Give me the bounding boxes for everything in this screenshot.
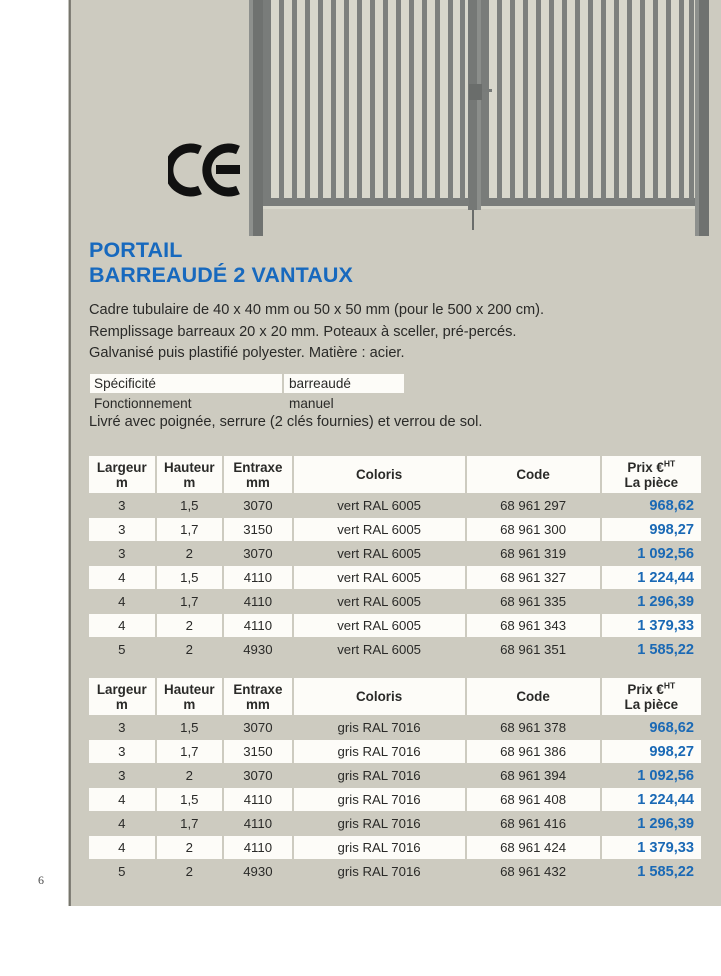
column-header-entraxe-line2: mm	[245, 696, 270, 712]
column-header-prix-line2: La pièce	[624, 696, 679, 712]
cell-hauteur: 2	[185, 546, 194, 561]
column-header-entraxe	[224, 678, 292, 715]
spec-key: Spécificité	[90, 374, 282, 393]
table-row	[89, 788, 701, 811]
cell-hauteur: 1,7	[157, 518, 223, 541]
cell-coloris: gris RAL 7016	[294, 836, 465, 859]
cell-prix: 1 296,39	[637, 815, 694, 832]
cell-largeur: 5	[118, 864, 126, 879]
cell-coloris: vert RAL 6005	[294, 614, 465, 637]
cell-code: 68 961 378	[500, 720, 567, 735]
column-header-code: Code	[467, 456, 600, 493]
cell-prix: 998,27	[602, 518, 701, 541]
cell-entraxe: 4930	[243, 864, 273, 879]
column-header-prix	[602, 678, 701, 715]
table-row	[89, 716, 701, 739]
column-header-entraxe	[224, 456, 292, 493]
column-header-largeur	[89, 678, 155, 715]
table-row	[89, 542, 701, 565]
cell-largeur: 3	[89, 740, 155, 763]
page-title-line-2: BARREAUDÉ 2 VANTAUX	[89, 263, 353, 287]
cell-hauteur: 1,5	[180, 498, 199, 513]
cell-largeur: 3	[118, 498, 126, 513]
cell-code: 68 961 297	[500, 498, 567, 513]
cell-largeur: 4	[118, 816, 126, 831]
cell-coloris: vert RAL 6005	[337, 546, 421, 561]
table-header-row	[89, 456, 701, 493]
product-photo-gate	[240, 0, 721, 240]
cell-coloris: vert RAL 6005	[294, 566, 465, 589]
cell-entraxe: 4110	[224, 566, 292, 589]
price-table-gris-ral-7016	[89, 678, 701, 884]
cell-entraxe: 4110	[243, 594, 273, 609]
cell-code: 68 961 416	[500, 816, 567, 831]
product-description	[89, 300, 699, 365]
cell-hauteur: 2	[157, 836, 223, 859]
description-line-2: Remplissage barreaux 20 x 20 mm. Poteaux à sceller, pré-percés.	[89, 323, 517, 340]
cell-code: 68 961 327	[467, 566, 600, 589]
table-row	[89, 638, 701, 661]
cell-code: 68 961 424	[467, 836, 600, 859]
price-table-vert-ral-6005	[89, 456, 701, 662]
cell-hauteur: 1,5	[157, 566, 223, 589]
ce-mark-icon	[168, 143, 242, 197]
spec-row	[90, 374, 410, 393]
page-title	[89, 238, 609, 288]
cell-coloris: vert RAL 6005	[337, 642, 421, 657]
column-header-prix-line2: La pièce	[624, 474, 679, 490]
cell-prix: 1 092,56	[637, 545, 694, 562]
table-row	[89, 812, 701, 835]
cell-hauteur: 2	[157, 614, 223, 637]
column-header-prix	[602, 456, 701, 493]
cell-prix: 968,62	[649, 719, 694, 736]
column-header-hauteur	[157, 678, 223, 715]
column-header-entraxe-line2: mm	[245, 474, 270, 490]
column-header-code: Code	[467, 678, 600, 715]
table-row	[89, 566, 701, 589]
cell-largeur: 4	[89, 836, 155, 859]
cell-entraxe: 4110	[224, 836, 292, 859]
cell-entraxe: 3150	[224, 518, 292, 541]
cell-coloris: gris RAL 7016	[337, 816, 421, 831]
column-header-hauteur	[157, 456, 223, 493]
cell-prix: 1 224,44	[602, 566, 701, 589]
spec-key: Fonctionnement	[94, 396, 192, 411]
column-header-largeur-line1: Largeur	[96, 459, 147, 475]
table-row	[89, 590, 701, 613]
cell-code: 68 961 432	[500, 864, 567, 879]
cell-entraxe: 3070	[243, 768, 273, 783]
table-row	[89, 860, 701, 883]
cell-largeur: 3	[89, 518, 155, 541]
cell-code: 68 961 386	[467, 740, 600, 763]
column-header-hauteur-line2: m	[183, 696, 196, 712]
cell-hauteur: 1,5	[180, 720, 199, 735]
cell-code: 68 961 343	[467, 614, 600, 637]
specification-table	[90, 374, 410, 414]
spec-value: barreaudé	[284, 374, 404, 393]
table-header-row	[89, 678, 701, 715]
table-row	[89, 764, 701, 787]
description-line-3: Galvanisé puis plastifié polyester. Matière : acier.	[89, 345, 405, 361]
cell-largeur: 3	[118, 546, 126, 561]
cell-largeur: 3	[118, 720, 126, 735]
cell-entraxe: 3150	[224, 740, 292, 763]
table-row	[89, 614, 701, 637]
cell-entraxe: 4110	[224, 788, 292, 811]
column-header-largeur-line2: m	[115, 696, 128, 712]
column-header-hauteur-line1: Hauteur	[164, 681, 215, 697]
column-header-prix-line1: Prix €$^{HT}$	[627, 458, 676, 475]
table-row	[89, 836, 701, 859]
cell-code: 68 961 394	[500, 768, 567, 783]
cell-code: 68 961 300	[467, 518, 600, 541]
cell-entraxe: 4930	[243, 642, 273, 657]
cell-coloris: vert RAL 6005	[337, 498, 421, 513]
column-header-entraxe-line1: Entraxe	[233, 459, 283, 475]
table-row	[89, 494, 701, 517]
column-header-coloris: Coloris	[294, 456, 465, 493]
cell-coloris: vert RAL 6005	[294, 518, 465, 541]
column-header-largeur-line2: m	[115, 474, 128, 490]
column-header-coloris: Coloris	[294, 678, 465, 715]
cell-hauteur: 2	[185, 864, 194, 879]
column-header-largeur-line1: Largeur	[96, 681, 147, 697]
cell-largeur: 4	[89, 614, 155, 637]
cell-largeur: 5	[118, 642, 126, 657]
cell-largeur: 3	[118, 768, 126, 783]
cell-entraxe: 3070	[243, 498, 273, 513]
cell-largeur: 4	[118, 594, 126, 609]
column-header-entraxe-line1: Entraxe	[233, 681, 283, 697]
cell-coloris: gris RAL 7016	[337, 864, 421, 879]
cell-prix: 1 379,33	[602, 836, 701, 859]
column-header-prix-line1: Prix €$^{HT}$	[627, 680, 676, 697]
cell-hauteur: 2	[185, 768, 194, 783]
cell-coloris: gris RAL 7016	[337, 720, 421, 735]
cell-prix: 1 224,44	[602, 788, 701, 811]
cell-prix: 1 379,33	[602, 614, 701, 637]
cell-hauteur: 1,7	[157, 740, 223, 763]
cell-coloris: gris RAL 7016	[294, 788, 465, 811]
spec-value: manuel	[289, 396, 334, 411]
column-header-hauteur-line2: m	[183, 474, 196, 490]
cell-hauteur: 2	[185, 642, 194, 657]
cell-code: 68 961 351	[500, 642, 567, 657]
cell-code: 68 961 319	[500, 546, 567, 561]
page-number: 6	[38, 873, 44, 887]
cell-code: 68 961 408	[467, 788, 600, 811]
cell-prix: 1 585,22	[637, 641, 694, 658]
cell-coloris: gris RAL 7016	[294, 740, 465, 763]
cell-prix: 968,62	[649, 497, 694, 514]
cell-prix: 1 585,22	[637, 863, 694, 880]
cell-coloris: gris RAL 7016	[337, 768, 421, 783]
cell-largeur: 4	[89, 788, 155, 811]
cell-code: 68 961 335	[500, 594, 567, 609]
column-header-largeur	[89, 456, 155, 493]
cell-coloris: vert RAL 6005	[337, 594, 421, 609]
cell-largeur: 4	[89, 566, 155, 589]
table-row	[89, 740, 701, 763]
cell-prix: 1 296,39	[637, 593, 694, 610]
spec-row	[90, 394, 410, 413]
cell-hauteur: 1,5	[157, 788, 223, 811]
description-line-1: Cadre tubulaire de 40 x 40 mm ou 50 x 50 mm (pour le 500 x 200 cm).	[89, 302, 545, 318]
cell-entraxe: 4110	[224, 614, 292, 637]
cell-entraxe: 3070	[243, 546, 273, 561]
cell-prix: 998,27	[602, 740, 701, 763]
cell-entraxe: 3070	[243, 720, 273, 735]
delivery-note: Livré avec poignée, serrure (2 clés fournies) et verrou de sol.	[89, 414, 483, 430]
column-header-hauteur-line1: Hauteur	[164, 459, 215, 475]
cell-prix: 1 092,56	[637, 767, 694, 784]
page-title-line-1: PORTAIL	[89, 238, 183, 262]
table-row	[89, 518, 701, 541]
cell-entraxe: 4110	[243, 816, 273, 831]
cell-hauteur: 1,7	[180, 594, 199, 609]
cell-hauteur: 1,7	[180, 816, 199, 831]
